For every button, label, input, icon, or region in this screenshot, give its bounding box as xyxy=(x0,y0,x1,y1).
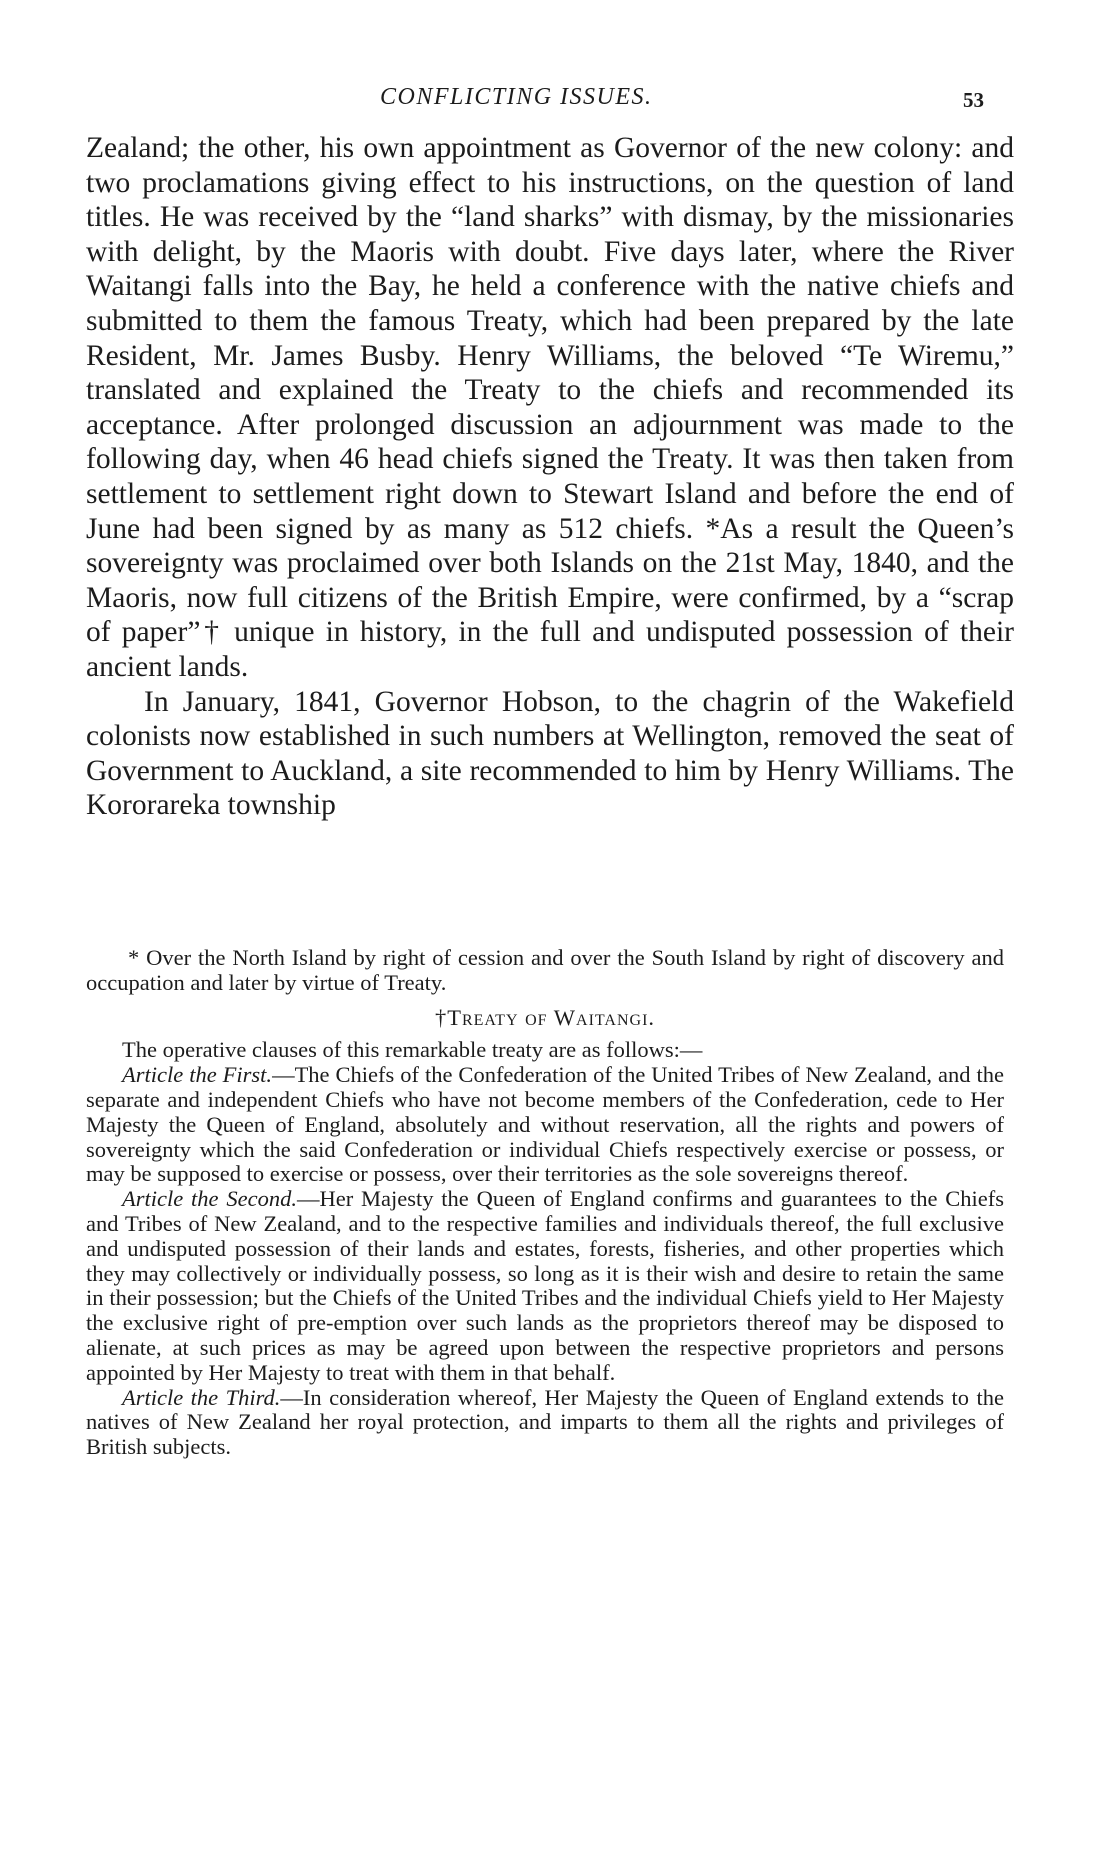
footnote-star: * Over the North Island by right of cession and over the South Island by right of discovery and occupation and later by virtue of Treaty. xyxy=(86,945,1004,995)
footnote-article-2 xyxy=(86,1187,1004,1385)
page-number: 53 xyxy=(963,88,984,112)
article-3-text: —In consideration whereof, Her Majesty the Queen of England extends to the natives of New Zealand her royal protection, and imparts to them all the rights and privileges of British subjects. xyxy=(86,1384,1004,1460)
footnote-intro: The operative clauses of this remarkable treaty are as follows:— xyxy=(122,1037,703,1063)
footnote-article-3 xyxy=(86,1386,1004,1460)
main-text xyxy=(86,131,1014,823)
footnote-article-1 xyxy=(86,1063,1004,1187)
footnote-dagger-heading: †Treaty of Waitangi. xyxy=(434,1004,656,1030)
running-header xyxy=(0,84,1114,116)
running-title: CONFLICTING ISSUES. xyxy=(380,84,653,110)
article-1-text: —The Chiefs of the Confederation of the United Tribes of New Zealand, and the separate and independent Chiefs who have not become members of the Confederation, cede to Her Majesty the Queen of England, absolutely and without reservation, all the rights and powers of sovereignty which the said Confederation or individual Chiefs respectively exercise or possess, or may be supposed to exercise or possess, over their territories as the sole sovereigns thereof. xyxy=(86,1062,1004,1187)
body-paragraph-1: Zealand; the other, his own appointment as Governor of the new colony: and two proclamations giving effect to his instructions, on the question of land titles. He was received by the “land sharks” with dismay, by the missionaries with delight, by the Maoris with doubt. Five days later, where the River Waitangi falls into the Bay, he held a conference with the native chiefs and submitted to them the famous Treaty, which had been prepared by the late Resident, Mr. James Busby. Henry Williams, the beloved “Te Wiremu,” translated and explained the Treaty to the chiefs and recommended its acceptance. After prolonged discussion an adjournment was made to the following day, when 46 head chiefs signed the Treaty. It was then taken from settlement to settlement right down to Stewart Island and before the end of June had been signed by as many as 512 chiefs. *As a result the Queen’s sovereignty was proclaimed over both Islands on the 21st May, 1840, and the Maoris, now full citizens of the British Empire, were confirmed, by a “scrap of paper”† unique in history, in the full and undisputed possession of their ancient lands. xyxy=(86,132,1014,683)
body-paragraph-2: In January, 1841, Governor Hobson, to the chagrin of the Wakefield colonists now established in such numbers at Wellington, removed the seat of Government to Auckland, a site recommended to him by Henry Williams. The Kororareka township xyxy=(86,685,1014,822)
article-2-text: —Her Majesty the Queen of England confirms and guarantees to the Chiefs and Tribes of New Zealand, and to the respective families and individuals thereof, the full exclusive and undisputed possession of their lands and estates, forests, fisheries, and other properties which they may collectively or individually possess, so long as it is their wish and desire to retain the same in their possession; but the Chiefs of the United Tribes and the individual Chiefs yield to Her Majesty the exclusive right of pre-emption over such lands as the proprietors thereof may be disposed to alienate, at such prices as may be agreed upon between the respective proprietors and persons appointed by Her Majesty to treat with them in that behalf. xyxy=(86,1186,1004,1385)
article-3-label: Article the Third. xyxy=(122,1384,281,1410)
footnotes xyxy=(86,946,1004,1460)
article-1-label: Article the First. xyxy=(122,1062,273,1088)
article-2-label: Article the Second. xyxy=(122,1186,297,1212)
